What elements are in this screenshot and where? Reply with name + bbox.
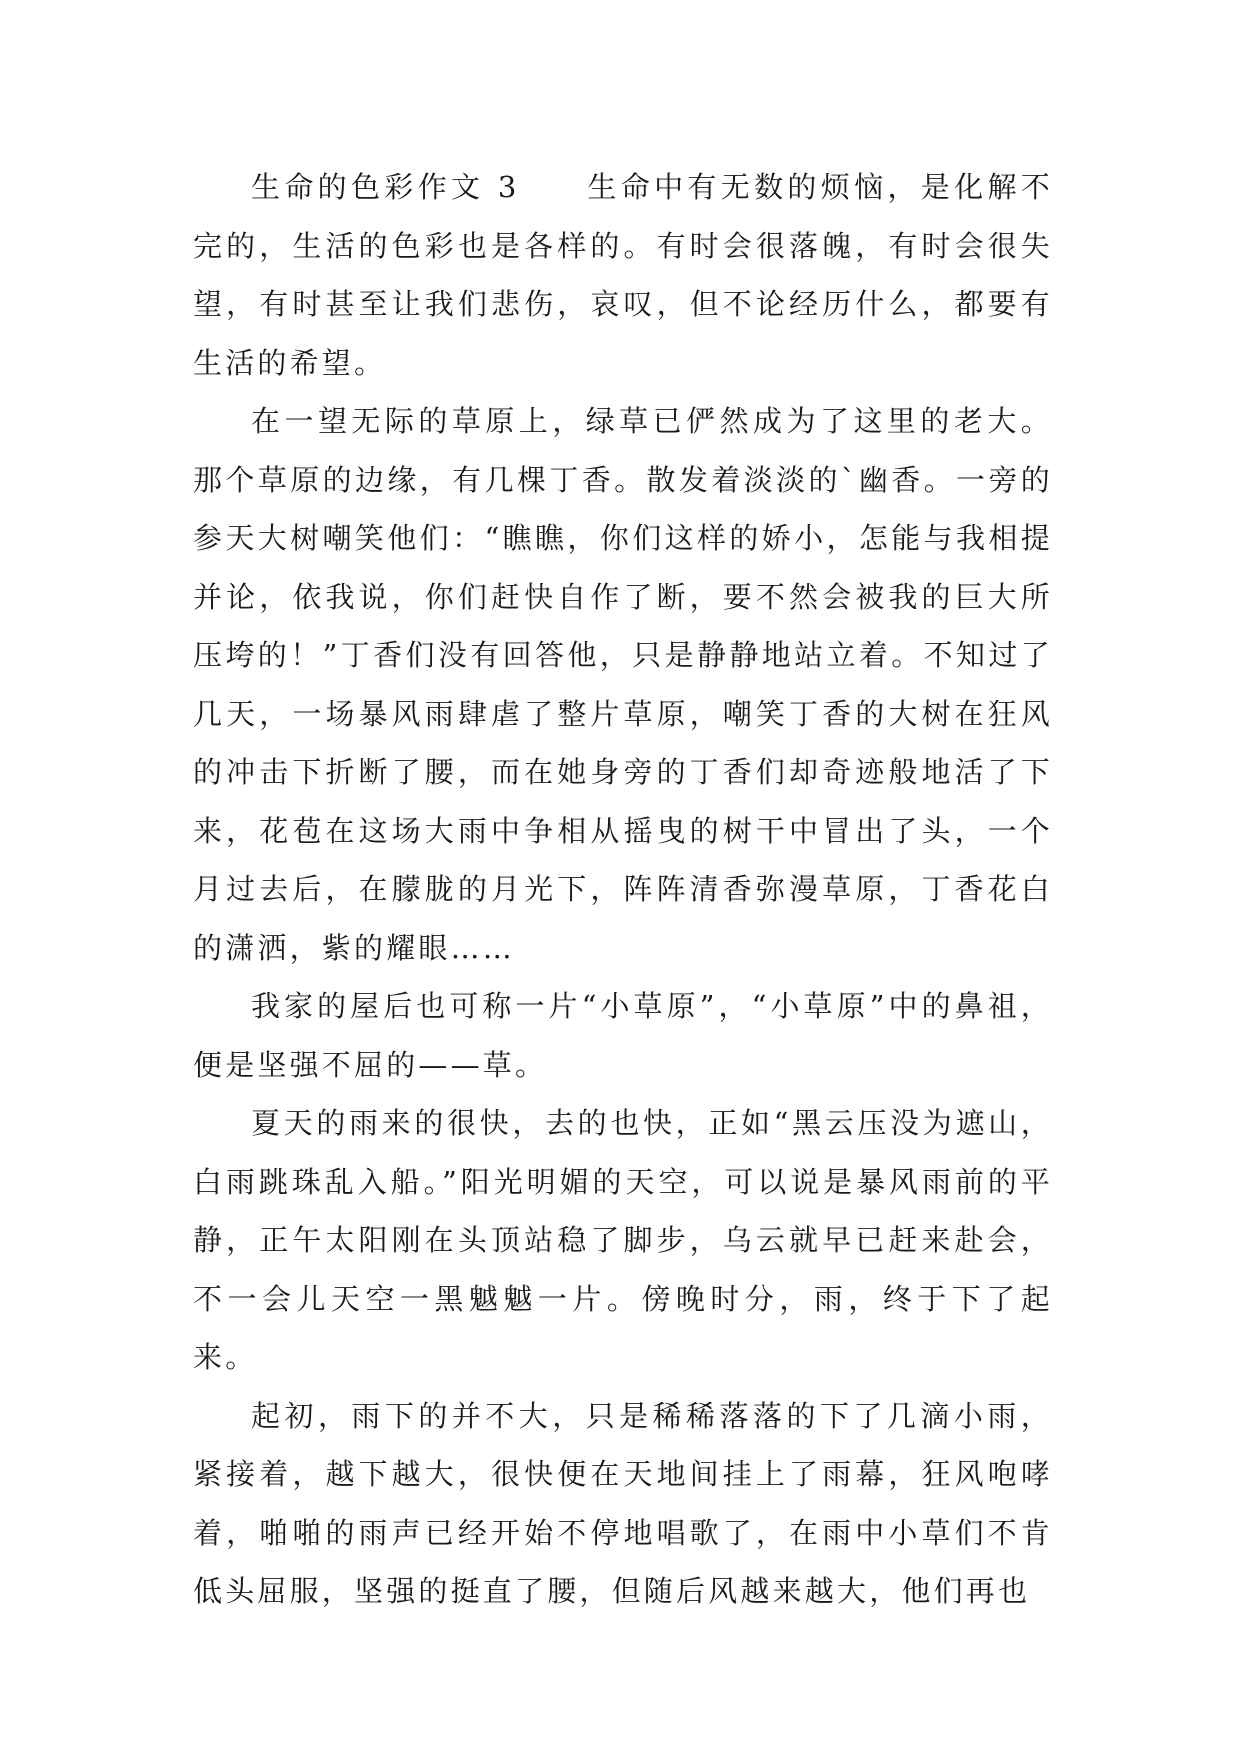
- paragraph-summer-rain: 夏天的雨来的很快，去的也快，正如“黑云压没为遮山，白雨跳珠乱入船。”阳光明媚的天空，可以说是暴风雨前的平静，正午太阳刚在头顶站稳了脚步，乌云就早已赶来赴会，不一会儿天空一黑魆魆一片。傍晚时分，雨，终于下了起来。: [193, 1106, 1053, 1374]
- paragraph-lilac-story: 在一望无际的草原上，绿草已俨然成为了这里的老大。那个草原的边缘，有几棵丁香。散发着淡淡的`幽香。一旁的参天大树嘲笑他们：“瞧瞧，你们这样的娇小，怎能与我相提并论，依我说，你们赶快自作了断，要不然会被我的巨大所压垮的！”丁香们没有回答他，只是静静地站立着。不知过了几天，一场暴风雨肆虐了整片草原，嘲笑丁香的大树在狂风的冲击下折断了腰，而在她身旁的丁香们却奇迹般地活了下来，花苞在这场大雨中争相从摇曳的树干中冒出了头，一个月过去后，在朦胧的月光下，阵阵清香弥漫草原，丁香花白的潇洒，紫的耀眼……: [193, 404, 1053, 965]
- paragraph-rain-begins: 起初，雨下的并不大，只是稀稀落落的下了几滴小雨，紧接着，越下越大，很快便在天地间挂上了雨幕，狂风咆哮着，啪啪的雨声已经开始不停地唱歌了，在雨中小草们不肯低头屈服，坚强的挺直了腰，但随后风越来越大，他们再也: [193, 1398, 1053, 1608]
- paragraph-title-intro: 生命的色彩作文 3 生命中有无数的烦恼，是化解不完的，生活的色彩也是各样的。有时会很落魄，有时会很失望，有时甚至让我们悲伤，哀叹，但不论经历什么，都要有生活的希望。: [193, 170, 1053, 380]
- paragraph-little-grassland: 我家的屋后也可称一片“小草原”，“小草原”中的鼻祖，便是坚强不屈的——草。: [193, 989, 1053, 1082]
- essay-body: [193, 158, 1053, 1621]
